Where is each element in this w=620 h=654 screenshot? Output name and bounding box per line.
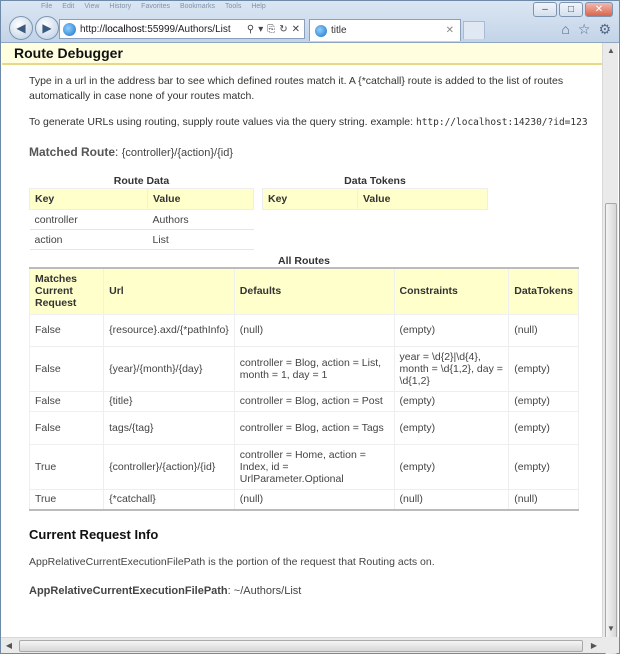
forward-button[interactable] (35, 16, 59, 40)
defaults-cell: controller = Blog, action = Tags (234, 411, 394, 444)
column-header: DataTokens (509, 268, 579, 314)
defaults-cell: (null) (234, 314, 394, 346)
table-row (30, 391, 579, 411)
menu-edit[interactable]: Edit (62, 3, 75, 10)
page-content (2, 43, 602, 637)
url-cell: {year}/{month}/{day} (104, 346, 235, 391)
column-header: Url (104, 268, 235, 314)
new-tab-button[interactable] (463, 21, 485, 39)
forward-arrow-icon: ▶ (42, 21, 52, 35)
back-arrow-icon: ◀ (16, 21, 26, 35)
address-bar[interactable] (59, 19, 305, 39)
match-cell: False (30, 314, 104, 346)
data-tokens-table (262, 175, 488, 210)
horizontal-scrollbar[interactable] (1, 637, 602, 653)
datatokens-cell: (null) (509, 314, 579, 346)
tab-page-icon (315, 25, 327, 37)
data-tokens-caption: Data Tokens (344, 175, 406, 187)
menu-favorites[interactable]: Favorites (141, 3, 170, 10)
route-data-caption: Route Data (113, 175, 170, 187)
execution-path: AppRelativeCurrentExecutionFilePath: ~/Authors/List (29, 585, 302, 597)
defaults-cell: controller = Blog, action = Post (234, 391, 394, 411)
table-cell: Authors (148, 210, 254, 230)
address-tools (247, 24, 304, 35)
execution-path-value: ~/Authors/List (233, 585, 302, 597)
table-cell: List (148, 230, 254, 250)
generate-example: http://localhost:14230/?id=123 (415, 117, 588, 128)
menu-help[interactable]: Help (251, 3, 266, 10)
url-cell: tags/{tag} (104, 411, 235, 444)
favorites-star-icon[interactable]: ☆ (577, 21, 591, 37)
scroll-left-icon[interactable]: ◀ (5, 641, 13, 650)
defaults-cell: controller = Home, action = Index, id = UrlParameter.Optional (234, 444, 394, 489)
route-data-table (29, 175, 254, 250)
table-row (30, 411, 579, 444)
url-cell: {resource}.axd/{*pathInfo} (104, 314, 235, 346)
url-cell: {*catchall} (104, 489, 235, 510)
ie-page-icon (63, 23, 76, 36)
menu-history[interactable]: History (109, 3, 132, 10)
page-header (2, 43, 602, 65)
datatokens-cell: (empty) (509, 411, 579, 444)
vertical-scrollbar[interactable] (602, 43, 618, 637)
match-cell: False (30, 391, 104, 411)
table-cell: action (30, 230, 148, 250)
menu-tools[interactable]: Tools (224, 3, 242, 10)
url-cell: {title} (104, 391, 235, 411)
table-row (30, 230, 254, 250)
constraints-cell: (empty) (394, 314, 509, 346)
gear-icon[interactable]: ⚙ (598, 21, 611, 37)
maximize-button[interactable]: □ (559, 2, 583, 17)
table-row (30, 210, 254, 230)
menu-file[interactable]: File (41, 3, 53, 10)
stop-icon[interactable]: ✕ (291, 23, 300, 35)
column-header: Key (263, 189, 358, 210)
dropdown-icon[interactable]: ▾ (258, 23, 264, 35)
all-routes-caption: All Routes (278, 255, 330, 267)
match-cell: False (30, 411, 104, 444)
scrollbar-corner (602, 637, 619, 653)
table-row (30, 346, 579, 391)
constraints-cell: (empty) (394, 444, 509, 489)
constraints-cell: (empty) (394, 391, 509, 411)
scroll-up-icon[interactable]: ▲ (607, 46, 615, 55)
refresh-icon[interactable]: ↻ (279, 23, 288, 35)
scroll-right-icon[interactable]: ▶ (590, 641, 598, 650)
constraints-cell: (empty) (394, 411, 509, 444)
column-header: Constraints (394, 268, 509, 314)
minimize-button[interactable]: – (533, 2, 557, 17)
intro-text: Type in a url in the address bar to see which defined routes match it. A {*catchall} route is added to the list of routes automatically in case none of your routes match. (29, 75, 564, 102)
column-header: Value (358, 189, 488, 210)
defaults-cell: controller = Blog, action = List, month = 1, day = 1 (234, 346, 394, 391)
browser-toolbar (1, 1, 619, 43)
compatibility-icon[interactable]: ⎘ (267, 23, 276, 35)
constraints-cell: (null) (394, 489, 509, 510)
datatokens-cell: (null) (509, 489, 579, 510)
page-title: Route Debugger (14, 45, 123, 61)
datatokens-cell: (empty) (509, 391, 579, 411)
tab-title[interactable] (309, 19, 461, 41)
search-icon[interactable]: ⚲ (246, 23, 255, 35)
column-header: Key (30, 189, 148, 210)
horizontal-scroll-thumb[interactable] (19, 640, 583, 652)
table-row (30, 444, 579, 489)
matched-route-value: {controller}/{action}/{id} (121, 147, 233, 159)
url-cell: {controller}/{action}/{id} (104, 444, 235, 489)
column-header: Matches Current Request (30, 268, 104, 314)
menu-bookmarks[interactable]: Bookmarks (179, 3, 215, 10)
table-row (30, 489, 579, 510)
menu-bar (41, 3, 266, 13)
scroll-down-icon[interactable]: ▼ (607, 624, 615, 633)
matched-route: Matched Route: {controller}/{action}/{id} (29, 145, 233, 159)
home-icon[interactable]: ⌂ (561, 21, 570, 37)
column-header: Defaults (234, 268, 394, 314)
table-row (30, 314, 579, 346)
generate-text: To generate URLs using routing, supply route values via the query string. example: http://localhost:14230/?id=123 (29, 116, 588, 128)
address-url[interactable]: http://localhost:55999/Authors/List (80, 23, 231, 35)
close-tab-icon[interactable]: ✕ (445, 25, 454, 36)
defaults-cell: (null) (234, 489, 394, 510)
table-cell: controller (30, 210, 148, 230)
menu-view[interactable]: View (84, 3, 100, 10)
column-header: Value (148, 189, 254, 210)
all-routes-table (29, 255, 579, 511)
match-cell: True (30, 444, 104, 489)
vertical-scroll-thumb[interactable] (605, 203, 617, 654)
window-controls (533, 2, 613, 17)
tab-label: title (331, 25, 347, 36)
browser-icons (561, 21, 611, 38)
current-request-heading: Current Request Info (29, 527, 159, 542)
match-cell: True (30, 489, 104, 510)
match-cell: False (30, 346, 104, 391)
datatokens-cell: (empty) (509, 444, 579, 489)
datatokens-cell: (empty) (509, 346, 579, 391)
constraints-cell: year = \d{2}|\d{4}, month = \d{1,2}, day = \d{1,2} (394, 346, 509, 391)
back-button[interactable] (9, 16, 33, 40)
close-window-button[interactable]: ✕ (585, 2, 613, 17)
current-request-description: AppRelativeCurrentExecutionFilePath is the portion of the request that Routing acts on. (29, 556, 435, 568)
